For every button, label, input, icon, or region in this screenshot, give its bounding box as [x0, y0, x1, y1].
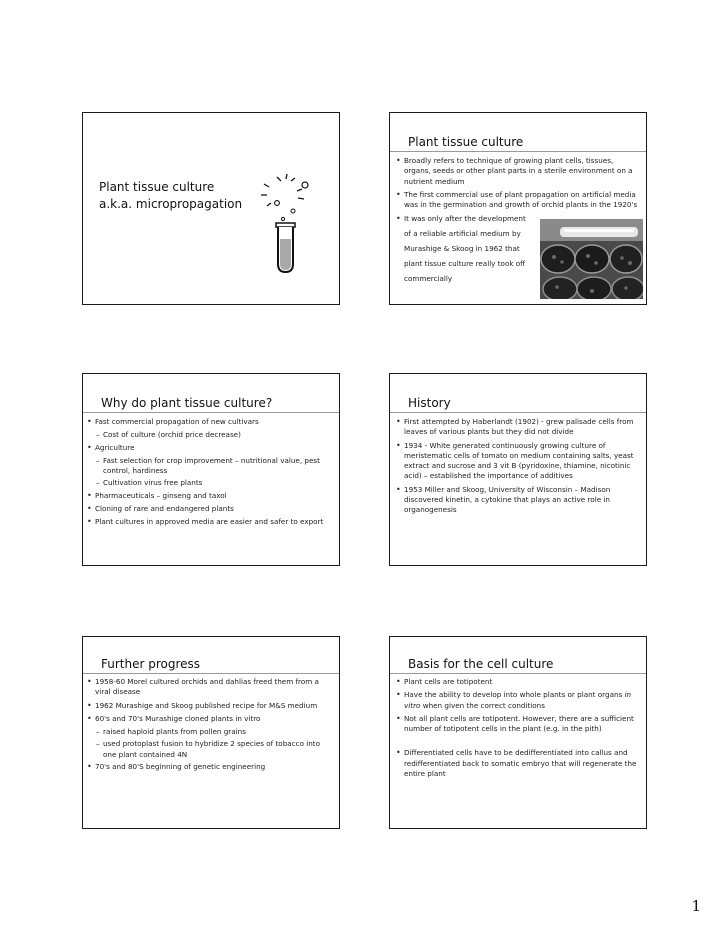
sub-bullet-item: – Cultivation virus free plants: [86, 478, 334, 488]
slide-1: [82, 112, 340, 305]
bullet-item: • First attempted by Haberlandt (1902) - grew palisade cells from leaves of various plants but they did not divide: [395, 417, 641, 438]
slide-1-title-line-1: Plant tissue culture: [99, 180, 215, 194]
sub-bullet-item: – used protoplast fusion to hybridize 2 species of tobacco into one plant contained 4N: [86, 739, 334, 760]
test-tube-icon: [253, 173, 323, 278]
bullet-item: • Pharmaceuticals – ginseng and taxol: [86, 491, 334, 501]
bullet-emphasis: in vitro: [404, 690, 632, 710]
slide-6-bullets: [395, 677, 641, 782]
bullet-line: Murashige & Skoog in 1962 that: [404, 244, 520, 254]
sub-bullet-item: – Cost of culture (orchid price decrease): [86, 430, 334, 440]
slide-4-title-rule: [390, 412, 646, 413]
sub-bullet-item: – raised haploid plants from pollen grains: [86, 727, 334, 737]
bullet-item: • Agriculture: [86, 443, 334, 453]
page-number: 1: [691, 897, 701, 915]
bullet-text: when given the correct conditions: [420, 700, 545, 710]
bullet-line: commercially: [404, 274, 453, 284]
bullet-item: • 1934 - White generated continuously growing culture of meristematic cells of tomato on medium containing salts, yeast extract and sucrose and 3 vit B (pyridoxine, thiamine, nicotinic acid) – established the importance of additives: [395, 441, 641, 482]
slide-4: [389, 373, 647, 566]
slide-2-title: Plant tissue culture: [408, 135, 524, 149]
bullet-item: • Broadly refers to technique of growing plant cells, tissues, organs, seeds or other plant parts in a sterile environment on a nutrient medium: [395, 156, 641, 187]
bullet-line: It was only after the development: [404, 214, 526, 224]
slide-3-bullets: [86, 417, 334, 531]
slide-5-bullets: [86, 677, 334, 775]
slide-1-title-line-2: a.k.a. micropropagation: [99, 197, 243, 211]
bullet-item: • 1962 Murashige and Skoog published recipe for M&S medium: [86, 701, 334, 711]
bullet-item: [395, 690, 641, 711]
bullet-item: • The first commercial use of plant propagation on artificial media was in the germination and growth of orchid plants in the 1920's: [395, 190, 641, 211]
slide-5-title-rule: [83, 673, 339, 674]
bullet-item: • Plant cultures in approved media are easier and safer to export: [86, 517, 334, 527]
bullet-item: • 60's and 70's Murashige cloned plants in vitro: [86, 714, 334, 724]
slide-5-title: Further progress: [101, 657, 201, 671]
slide-6-title-rule: [390, 673, 646, 674]
slide-4-bullets: [395, 417, 641, 519]
sub-bullet-item: – Fast selection for crop improvement – nutritional value, pest control, hardiness: [86, 456, 334, 477]
bullet-text: Have the ability to develop into whole plants or plant organs: [404, 690, 625, 700]
bullet-item: • 1958-60 Morel cultured orchids and dahlias freed them from a viral disease: [86, 677, 334, 698]
slide-2-title-rule: [390, 151, 646, 152]
bullet-item: • Cloning of rare and endangered plants: [86, 504, 334, 514]
slide-6: [389, 636, 647, 829]
bullet-item: • Fast commercial propagation of new cultivars: [86, 417, 334, 427]
slide-5: [82, 636, 340, 829]
slide-3: [82, 373, 340, 566]
slide-3-title: Why do plant tissue culture?: [101, 396, 273, 410]
bullet-line: plant tissue culture really took off: [404, 259, 526, 269]
slide-2: [389, 112, 647, 305]
bullet-item: • 70's and 80'S beginning of genetic engineering: [86, 762, 334, 772]
orchid-culture-photo: [540, 219, 643, 299]
bullet-line: of a reliable artificial medium by: [404, 229, 521, 239]
bullet-item: • Plant cells are totipotent: [395, 677, 641, 687]
bullet-item: • 1953 Miller and Skoog, University of Wisconsin – Madison discovered kinetin, a cytokine that plays an active role in organogenesis: [395, 485, 641, 516]
slide-3-title-rule: [83, 412, 339, 413]
bullet-item: • Not all plant cells are totipotent. However, there are a sufficient number of totipotent cells in the plant (e.g. in the pith): [395, 714, 641, 735]
bullet-item: • Differentiated cells have to be dedifferentiated into callus and redifferentiated back to somatic embryo that will regenerate the entire plant: [395, 748, 641, 779]
slide-4-title: History: [408, 396, 451, 410]
slide-6-title: Basis for the cell culture: [408, 657, 554, 671]
